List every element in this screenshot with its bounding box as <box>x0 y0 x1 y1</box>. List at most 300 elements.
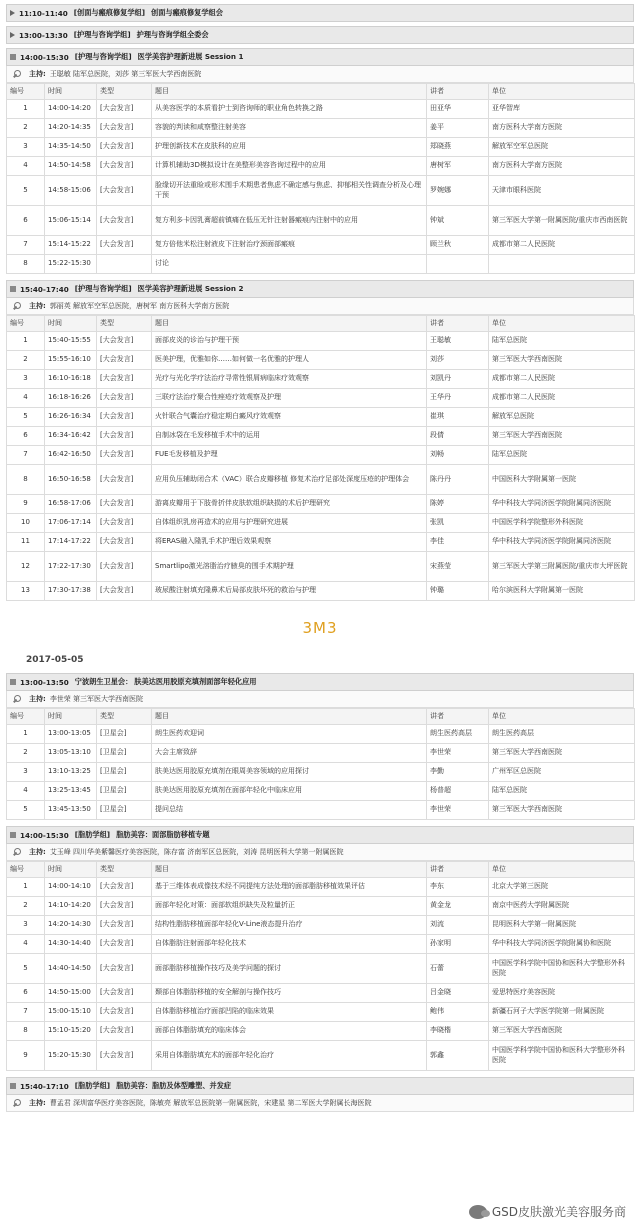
cell-time: 14:20-14:35 <box>45 119 97 138</box>
cell-unit: 解放军空军总医院 <box>489 138 635 157</box>
cell-time: 15:55-16:10 <box>45 351 97 370</box>
cell-speaker: 顾兰秋 <box>427 236 489 255</box>
col-topic: 题目 <box>152 316 427 332</box>
cell-no: 4 <box>7 157 45 176</box>
cell-no: 1 <box>7 725 45 744</box>
session-header-s5[interactable] <box>6 1077 634 1095</box>
host-label: 主持: <box>29 1099 46 1107</box>
cell-no: 2 <box>7 351 45 370</box>
cell-no: 7 <box>7 1003 45 1022</box>
cell-speaker: 刘畅 <box>427 446 489 465</box>
cell-topic: 自体组织乳房再造术的应用与护理研究进展 <box>152 514 427 533</box>
cell-topic: 面部脂肪移植操作技巧及美学问题的探讨 <box>152 954 427 984</box>
cell-time: 16:26-16:34 <box>45 408 97 427</box>
cell-topic: 火针联合气囊治疗稳定期白癜风疗效观察 <box>152 408 427 427</box>
cell-type: [大会发言] <box>97 236 152 255</box>
cell-no: 9 <box>7 1041 45 1071</box>
session-host <box>6 298 634 315</box>
cell-topic: 肤美达医用胶原充填剂在面部年轻化中临床应用 <box>152 782 427 801</box>
cell-type: [卫星会] <box>97 782 152 801</box>
cell-unit: 哈尔滨医科大学附属第一医院 <box>489 582 635 601</box>
cell-no: 8 <box>7 255 45 274</box>
cell-time: 15:00-15:10 <box>45 1003 97 1022</box>
cell-speaker: 李晓楷 <box>427 1022 489 1041</box>
cell-time: 15:06-15:14 <box>45 206 97 236</box>
session-host <box>6 691 634 708</box>
wechat-icon <box>469 1205 487 1219</box>
collapse-square-icon <box>10 679 16 685</box>
cell-unit: 解放军总医院 <box>489 408 635 427</box>
cell-speaker: 李世荣 <box>427 801 489 820</box>
cell-speaker: 孙家明 <box>427 935 489 954</box>
cell-type: [大会发言] <box>97 408 152 427</box>
cell-type: [大会发言] <box>97 984 152 1003</box>
cell-no: 12 <box>7 552 45 582</box>
cell-topic: 自制冰袋在毛发移植手术中的运用 <box>152 427 427 446</box>
cell-speaker: 陈婷 <box>427 495 489 514</box>
session-title: 肤美达医用胶原充填剂面部年轻化应用 <box>134 677 257 686</box>
table-row <box>7 370 635 389</box>
cell-type: [大会发言] <box>97 1041 152 1071</box>
cell-type: [大会发言] <box>97 897 152 916</box>
cell-no: 1 <box>7 332 45 351</box>
cell-time: 16:34-16:42 <box>45 427 97 446</box>
cell-speaker: 宋燕莹 <box>427 552 489 582</box>
cell-time: 14:30-14:40 <box>45 935 97 954</box>
cell-topic: 自体脂肪移植治疗面部凹陷的临床效果 <box>152 1003 427 1022</box>
session-tag: [护理与咨询学组] <box>74 52 132 61</box>
session-header-1110[interactable] <box>6 4 634 22</box>
session-time: 14:00-15:30 <box>20 52 69 62</box>
table-row <box>7 935 635 954</box>
cell-unit: 南方医科大学南方医院 <box>489 119 635 138</box>
host-label: 主持: <box>29 848 46 856</box>
col-time: 时间 <box>45 84 97 100</box>
cell-topic: 三联疗法治疗聚合性痤疮疗效观察及护理 <box>152 389 427 408</box>
cell-time: 14:10-14:20 <box>45 897 97 916</box>
cell-time: 17:14-17:22 <box>45 533 97 552</box>
table-row <box>7 916 635 935</box>
cell-topic: 玻尿酸注射填充隆鼻术后局部皮肤坏死的救治与护理 <box>152 582 427 601</box>
cell-unit: 成都市第二人民医院 <box>489 389 635 408</box>
table-row <box>7 332 635 351</box>
table-row <box>7 782 635 801</box>
cell-speaker: 崔琪 <box>427 408 489 427</box>
cell-topic: 面部自体脂肪填充的临床体会 <box>152 1022 427 1041</box>
cell-unit: 广州军区总医院 <box>489 763 635 782</box>
cell-unit: 第三军医大学西南医院 <box>489 351 635 370</box>
cell-type: [大会发言] <box>97 514 152 533</box>
col-unit: 单位 <box>489 84 635 100</box>
cell-unit: 南方医科大学南方医院 <box>489 157 635 176</box>
cell-topic: 光疗与光化学疗法治疗寻常性银屑病临床疗效观察 <box>152 370 427 389</box>
cell-no: 3 <box>7 370 45 389</box>
cell-type: [大会发言] <box>97 370 152 389</box>
cell-type: [大会发言] <box>97 206 152 236</box>
cell-time: 13:25-13:45 <box>45 782 97 801</box>
cell-unit: 华中科技大学同济医学院附属同济医院 <box>489 533 635 552</box>
cell-time: 16:58-17:06 <box>45 495 97 514</box>
cell-time: 14:20-14:30 <box>45 916 97 935</box>
host-names: 艾玉峰 四川华美紫馨医疗美容医院，陈存富 济南军区总医院，刘涛 昆明医科大学第一附属医院 <box>49 848 344 856</box>
cell-topic: 从美容医学的本质看护士到咨询师的职业角色转换之路 <box>152 100 427 119</box>
cell-topic: 颞部自体脂肪移植的安全解剖与操作技巧 <box>152 984 427 1003</box>
cell-unit: 陆军总医院 <box>489 332 635 351</box>
cell-speaker: 杨普超 <box>427 782 489 801</box>
cell-speaker: 姜平 <box>427 119 489 138</box>
cell-no: 2 <box>7 897 45 916</box>
cell-unit: 朗生医药高层 <box>489 725 635 744</box>
col-time: 时间 <box>45 709 97 725</box>
cell-unit: 第三军医大学西南医院 <box>489 427 635 446</box>
session-tag: [护理与咨询学组] <box>74 284 132 293</box>
table-row <box>7 1041 635 1071</box>
host-names: 曹孟君 深圳富华医疗美容医院，陈敏亮 解放军总医院第一附属医院，宋建星 第二军医大学附属长海医院 <box>49 1099 372 1107</box>
cell-time: 15:40-15:55 <box>45 332 97 351</box>
table-row <box>7 954 635 984</box>
table-row <box>7 495 635 514</box>
col-speaker: 讲者 <box>427 84 489 100</box>
cell-no: 1 <box>7 878 45 897</box>
cell-speaker: 朗生医药高层 <box>427 725 489 744</box>
host-names: 王聪敏 陆军总医院，刘莎 第三军医大学西南医院 <box>49 70 202 78</box>
cell-speaker: 张凯 <box>427 514 489 533</box>
cell-topic: FUE毛发移植及护理 <box>152 446 427 465</box>
cell-speaker: 田亚华 <box>427 100 489 119</box>
collapse-square-icon <box>10 832 16 838</box>
session-title: 护理与咨询学组全委会 <box>136 30 209 39</box>
session-header-s4[interactable] <box>6 826 634 844</box>
cell-unit <box>489 255 635 274</box>
cell-unit: 第三军医大学西南医院 <box>489 1022 635 1041</box>
col-no: 编号 <box>7 316 45 332</box>
session-time: 13:00-13:50 <box>20 677 69 687</box>
cell-no: 13 <box>7 582 45 601</box>
cell-unit: 中国医科大学附属第一医院 <box>489 465 635 495</box>
cell-topic: 面部皮炎的诊治与护理干预 <box>152 332 427 351</box>
session-time: 13:00-13:30 <box>19 30 68 40</box>
session-table-s3 <box>6 708 635 820</box>
cell-topic: 肤美达医用胶原充填剂在眼周美容领域的应用探讨 <box>152 763 427 782</box>
cell-unit: 第三军医大学西南医院 <box>489 801 635 820</box>
cell-topic: 计算机辅助3D模拟设计在美整形美容咨询过程中的应用 <box>152 157 427 176</box>
col-speaker: 讲者 <box>427 316 489 332</box>
cell-type: [大会发言] <box>97 495 152 514</box>
cell-speaker: 吕金晓 <box>427 984 489 1003</box>
cell-time: 17:06-17:14 <box>45 514 97 533</box>
cell-speaker: 钟斌 <box>427 206 489 236</box>
pin-icon <box>13 1099 21 1107</box>
cell-topic: 复方倍他米松注射液皮下注射治疗颈面部瘢痕 <box>152 236 427 255</box>
session-table-s4 <box>6 861 635 1071</box>
cell-unit: 第三军医大学第一附属医院/重庆市西南医院 <box>489 206 635 236</box>
cell-unit: 亚华智库 <box>489 100 635 119</box>
cell-topic: 应用负压辅助闭合术（VAC）联合皮瓣移植 修复术治疗足部处深度压疮的护理体会 <box>152 465 427 495</box>
session-title: 医学美容护理新进展 Session 1 <box>137 52 244 61</box>
cell-type: [大会发言] <box>97 446 152 465</box>
cell-unit: 北京大学第三医院 <box>489 878 635 897</box>
cell-no: 4 <box>7 782 45 801</box>
session-header-s2[interactable] <box>6 280 634 298</box>
cell-no: 8 <box>7 465 45 495</box>
pin-icon <box>13 302 21 310</box>
cell-time: 14:50-15:00 <box>45 984 97 1003</box>
collapse-square-icon <box>10 1083 16 1089</box>
host-label: 主持: <box>29 695 46 703</box>
cell-type: [大会发言] <box>97 100 152 119</box>
cell-topic: 将ERAS融入隆乳手术护理后效果观察 <box>152 533 427 552</box>
cell-topic: 自体脂肪注射面部年轻化技术 <box>152 935 427 954</box>
cell-no: 7 <box>7 446 45 465</box>
cell-unit: 陆军总医院 <box>489 782 635 801</box>
col-time: 时间 <box>45 862 97 878</box>
cell-type: [大会发言] <box>97 916 152 935</box>
host-names: 郭丽英 解放军空军总医院，唐树军 南方医科大学南方医院 <box>49 302 230 310</box>
pin-icon <box>13 848 21 856</box>
cell-type: [大会发言] <box>97 878 152 897</box>
table-row <box>7 138 635 157</box>
session-host <box>6 1095 634 1112</box>
table-row <box>7 552 635 582</box>
table-row <box>7 206 635 236</box>
table-row <box>7 408 635 427</box>
cell-time: 13:00-13:05 <box>45 725 97 744</box>
cell-no: 4 <box>7 935 45 954</box>
session-host <box>6 844 634 861</box>
cell-type: [大会发言] <box>97 119 152 138</box>
cell-time: 15:20-15:30 <box>45 1041 97 1071</box>
table-header-row <box>7 316 635 332</box>
cell-type <box>97 255 152 274</box>
cell-speaker: 钟璐 <box>427 582 489 601</box>
pin-icon <box>13 70 21 78</box>
session-title: 脂肪美容：脂肪及体型雕塑、并发症 <box>116 1081 232 1090</box>
session-time: 14:00-15:30 <box>20 830 69 840</box>
cell-unit: 陆军总医院 <box>489 446 635 465</box>
session-title: 医学美容护理新进展 Session 2 <box>137 284 244 293</box>
cell-speaker: 段倩 <box>427 427 489 446</box>
session-table-s1 <box>6 83 635 274</box>
col-unit: 单位 <box>489 862 635 878</box>
col-unit: 单位 <box>489 709 635 725</box>
cell-time: 17:22-17:30 <box>45 552 97 582</box>
watermark-text: GSD皮肤激光美容服务商 <box>491 1205 626 1219</box>
col-topic: 题目 <box>152 709 427 725</box>
cell-no: 9 <box>7 495 45 514</box>
host-label: 主持: <box>29 70 46 78</box>
cell-no: 6 <box>7 984 45 1003</box>
host-label: 主持: <box>29 302 46 310</box>
cell-unit: 华中科技大学同济医学院附属协和医院 <box>489 935 635 954</box>
cell-no: 8 <box>7 1022 45 1041</box>
col-type: 类型 <box>97 709 152 725</box>
cell-topic: 朗生医药欢迎词 <box>152 725 427 744</box>
cell-speaker: 刘莎 <box>427 351 489 370</box>
cell-speaker: 李世荣 <box>427 744 489 763</box>
session-time: 11:10-11:40 <box>19 8 68 18</box>
session-tag: 宁波朗生卫星会： <box>74 677 133 686</box>
cell-speaker: 郑晓燕 <box>427 138 489 157</box>
cell-no: 6 <box>7 206 45 236</box>
cell-no: 4 <box>7 389 45 408</box>
col-no: 编号 <box>7 862 45 878</box>
table-row <box>7 744 635 763</box>
cell-speaker: 鲍伟 <box>427 1003 489 1022</box>
col-speaker: 讲者 <box>427 862 489 878</box>
cell-time: 16:42-16:50 <box>45 446 97 465</box>
cell-no: 1 <box>7 100 45 119</box>
cell-type: [卫星会] <box>97 725 152 744</box>
expand-arrow-icon <box>10 10 15 16</box>
cell-topic: 容貌的判读和咸察整注射美容 <box>152 119 427 138</box>
session-time: 15:40-17:10 <box>20 1081 69 1091</box>
cell-speaker: 李佳 <box>427 533 489 552</box>
cell-unit: 新疆石河子大学医学院第一附属医院 <box>489 1003 635 1022</box>
table-row <box>7 1003 635 1022</box>
session-tag: [创面与瘢痕修复学组] <box>73 8 146 17</box>
cell-time: 16:10-16:18 <box>45 370 97 389</box>
cell-time: 14:50-14:58 <box>45 157 97 176</box>
cell-time: 15:10-15:20 <box>45 1022 97 1041</box>
cell-time: 15:22-15:30 <box>45 255 97 274</box>
cell-speaker: 王聪敏 <box>427 332 489 351</box>
cell-topic: 护理创新技术在皮肤科的应用 <box>152 138 427 157</box>
cell-time: 13:05-13:10 <box>45 744 97 763</box>
cell-unit: 昆明医科大学第一附属医院 <box>489 916 635 935</box>
col-no: 编号 <box>7 84 45 100</box>
cell-speaker: 郭鑫 <box>427 1041 489 1071</box>
table-row <box>7 984 635 1003</box>
cell-type: [大会发言] <box>97 427 152 446</box>
cell-type: [卫星会] <box>97 763 152 782</box>
cell-no: 5 <box>7 176 45 206</box>
cell-no: 11 <box>7 533 45 552</box>
cell-unit: 天津市眼科医院 <box>489 176 635 206</box>
col-topic: 题目 <box>152 862 427 878</box>
col-time: 时间 <box>45 316 97 332</box>
session-host <box>6 66 634 83</box>
table-row <box>7 897 635 916</box>
cell-speaker: 刘凯丹 <box>427 370 489 389</box>
cell-topic: 提问总结 <box>152 801 427 820</box>
cell-type: [大会发言] <box>97 176 152 206</box>
session-header-1300[interactable] <box>6 26 634 44</box>
collapse-square-icon <box>10 286 16 292</box>
table-row <box>7 427 635 446</box>
schedule-page <box>6 0 634 1112</box>
session-table-s2 <box>6 315 635 601</box>
cell-type: [大会发言] <box>97 533 152 552</box>
cell-topic: 大会主席致辞 <box>152 744 427 763</box>
cell-type: [大会发言] <box>97 138 152 157</box>
watermark <box>465 1201 630 1222</box>
session-header-s1[interactable] <box>6 48 634 66</box>
cell-type: [大会发言] <box>97 582 152 601</box>
session-tag: [脂肪学组] <box>74 1081 111 1090</box>
table-row <box>7 236 635 255</box>
cell-topic: 游离皮瓣用于下肢骨折伴皮肤软组织缺损的术后护理研究 <box>152 495 427 514</box>
col-unit: 单位 <box>489 316 635 332</box>
cell-speaker: 罗婉娜 <box>427 176 489 206</box>
cell-type: [大会发言] <box>97 465 152 495</box>
cell-topic: 讨论 <box>152 255 427 274</box>
cell-unit: 成都市第二人民医院 <box>489 236 635 255</box>
table-row <box>7 514 635 533</box>
session-tag: [脂肪学组] <box>74 830 111 839</box>
cell-time: 14:00-14:20 <box>45 100 97 119</box>
col-speaker: 讲者 <box>427 709 489 725</box>
cell-speaker: 李勤 <box>427 763 489 782</box>
table-row <box>7 255 635 274</box>
expand-arrow-icon <box>10 32 15 38</box>
table-row <box>7 763 635 782</box>
date-heading: 2017-05-05 <box>26 655 84 665</box>
host-names: 李世荣 第三军医大学西南医院 <box>49 695 144 703</box>
cell-no: 5 <box>7 408 45 427</box>
cell-no: 3 <box>7 763 45 782</box>
table-row <box>7 389 635 408</box>
cell-no: 3 <box>7 138 45 157</box>
cell-type: [大会发言] <box>97 389 152 408</box>
cell-time: 16:18-16:26 <box>45 389 97 408</box>
cell-speaker: 李东 <box>427 878 489 897</box>
cell-time: 13:10-13:25 <box>45 763 97 782</box>
table-header-row <box>7 84 635 100</box>
cell-type: [大会发言] <box>97 351 152 370</box>
cell-time: 13:45-13:50 <box>45 801 97 820</box>
cell-type: [大会发言] <box>97 935 152 954</box>
cell-time: 17:30-17:38 <box>45 582 97 601</box>
cell-speaker <box>427 255 489 274</box>
table-header-row <box>7 709 635 725</box>
table-row <box>7 351 635 370</box>
table-row <box>7 725 635 744</box>
cell-type: [大会发言] <box>97 1022 152 1041</box>
cell-type: [卫星会] <box>97 801 152 820</box>
cell-speaker: 石蕾 <box>427 954 489 984</box>
collapse-square-icon <box>10 54 16 60</box>
cell-no: 2 <box>7 744 45 763</box>
cell-unit: 中国医学科学院中国协和医科大学整形外科医院 <box>489 1041 635 1071</box>
table-row <box>7 533 635 552</box>
pin-icon <box>13 695 21 703</box>
table-row <box>7 100 635 119</box>
table-row <box>7 157 635 176</box>
cell-unit: 中国医学科学院中国协和医科大学整形外科医院 <box>489 954 635 984</box>
cell-unit: 中国医学科学院整形外科医院 <box>489 514 635 533</box>
col-type: 类型 <box>97 862 152 878</box>
cell-no: 3 <box>7 916 45 935</box>
table-row <box>7 465 635 495</box>
cell-type: [卫星会] <box>97 744 152 763</box>
cell-time: 14:35-14:50 <box>45 138 97 157</box>
cell-no: 5 <box>7 954 45 984</box>
col-type: 类型 <box>97 84 152 100</box>
cell-speaker: 王华丹 <box>427 389 489 408</box>
cell-type: [大会发言] <box>97 157 152 176</box>
cell-topic: 脸缘切开法重睑或形术围手术期患者焦虑不确定感与焦虑、抑郁相关性调查分析及心理干预 <box>152 176 427 206</box>
table-row <box>7 446 635 465</box>
session-header-s3[interactable] <box>6 673 634 691</box>
cell-unit: 爱思特医疗美容医院 <box>489 984 635 1003</box>
session-tag: [护理与咨询学组] <box>73 30 131 39</box>
cell-time: 16:50-16:58 <box>45 465 97 495</box>
cell-no: 2 <box>7 119 45 138</box>
cell-type: [大会发言] <box>97 552 152 582</box>
cell-unit: 第三军医大学第三附属医院/重庆市大坪医院 <box>489 552 635 582</box>
table-row <box>7 582 635 601</box>
cell-type: [大会发言] <box>97 954 152 984</box>
